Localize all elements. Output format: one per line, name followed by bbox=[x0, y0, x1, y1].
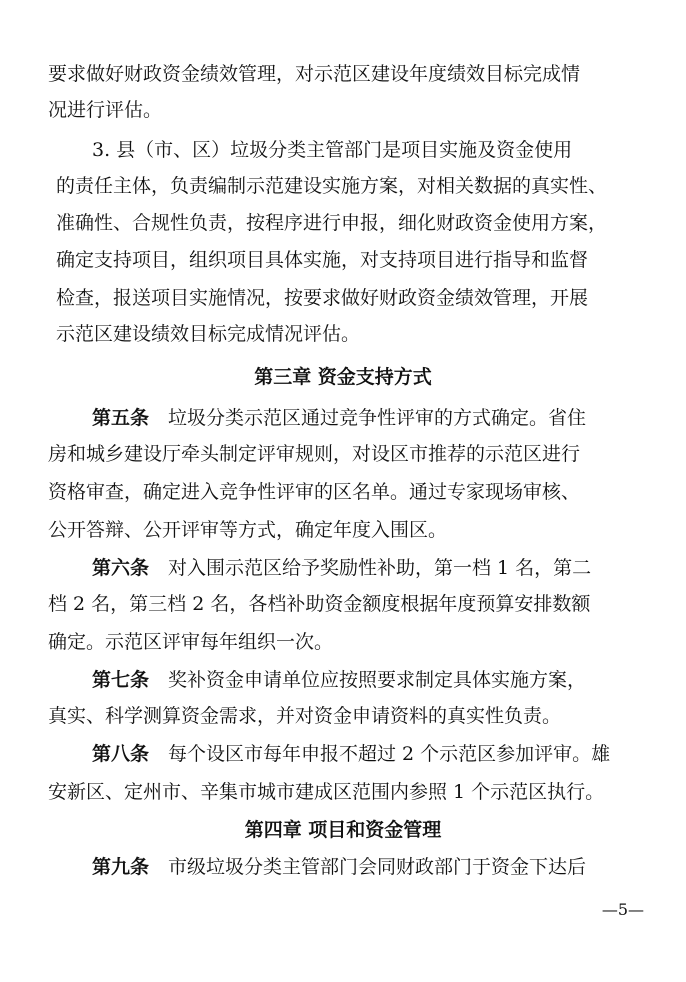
article-label: 第八条 bbox=[92, 743, 150, 765]
article-label: 第六条 bbox=[92, 557, 150, 579]
article-label: 第五条 bbox=[92, 407, 150, 429]
chapter-heading: 第三章 资金支持方式 bbox=[254, 366, 432, 388]
article-label: 第九条 bbox=[92, 856, 150, 878]
article-label: 第七条 bbox=[92, 669, 150, 691]
page-number: —5— bbox=[601, 900, 644, 919]
document-page: 要求做好财政资金绩效管理，对示范区建设年度绩效目标完成情 况进行评估。 3. 县（市、区）垃圾分类主管部门是项目实施及资金使用 的责任主体，负责编制示范建设实施方案，对相关数据的真实性、 准确性、合规性负责，按程序进行申报，细化财政资金使用方案， 确定支持项目，组织项目具体实施，对支持项目进行指导和监督 检查，报送项目实施情况，按要求做好财政资金绩效管理，开展 示范区建设绩效目标完成情况评估。 第三章 资金支持方式 第五条 垃圾分类示范区通过竞争性评审的方式确定。省住 房和城乡建设厅牵头制定评审规则，对设区市推荐的示范区进行 资格审查，确定进入竞争性评审的区名单。通过专家现场审核、 公开答辩、公开评审等方式，确定年度入围区。 第六条 对入围示范区给予奖励性补助，第一档 1 名，第二 档 2 名，第三档 2 名，各档补助资金额度根据年度预算安排数额 确定。示范区评审每年组织一次。 第七条 奖补资金申请单位应按照要求制定具体实施方案， 真实、科学测算资金需求，并对资金申请资料的真实性负责。 第八条 每个设区市每年申报不超过 2 个示范区参加评审。雄 安新区、定州市、辛集市城市建成区范围内参照 1 个示范区执行。 第四章 项目和资金管理 第九条 市级垃圾分类主管部门会同财政部门于资金下达后 —5— bbox=[0, 0, 686, 982]
chapter-heading: 第四章 项目和资金管理 bbox=[244, 819, 442, 841]
